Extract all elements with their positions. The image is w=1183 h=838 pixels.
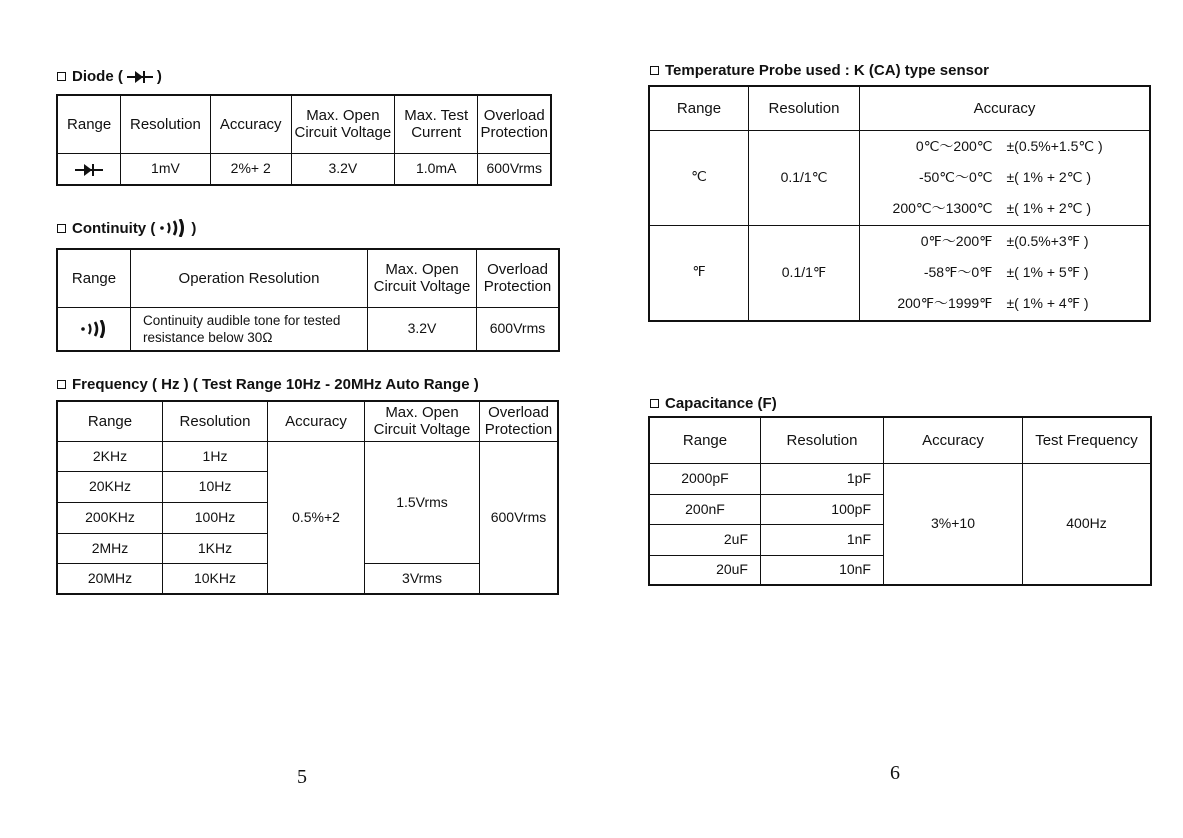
resolution-cell: 100pF (761, 494, 884, 524)
range-cell: 2MHz (57, 533, 163, 563)
resolution-cell: 1nF (761, 524, 884, 555)
resolution-cell: 10KHz (163, 563, 268, 594)
operation-resolution-cell: Continuity audible tone for tested resistance below 30Ω (131, 307, 368, 351)
range-cell (57, 153, 121, 185)
checkbox-bullet-icon (650, 66, 659, 75)
header-resolution: Resolution (761, 417, 884, 463)
overload-cell: 600Vrms (477, 307, 560, 351)
accuracy-row: 200℃～1300℃ ±( 1% + 2℃ ) (892, 200, 1091, 217)
range-cell: 2KHz (57, 441, 163, 471)
header-range: Range (57, 401, 163, 441)
resolution-cell: 1pF (761, 463, 884, 494)
diode-symbol-icon (127, 70, 153, 84)
sound-beep-icon (159, 219, 187, 237)
voltage-cell: 3Vrms (365, 563, 480, 594)
celsius-resolution-cell: 0.1/1℃ (749, 130, 860, 225)
header-range: Range (57, 249, 131, 307)
test-frequency-cell: 400Hz (1023, 463, 1152, 585)
diode-symbol-icon (75, 163, 103, 177)
resolution-cell: 1mV (121, 153, 210, 185)
sound-beep-icon (80, 320, 108, 338)
frequency-table (56, 400, 559, 595)
resolution-cell: 1Hz (163, 441, 268, 471)
range-cell: 20MHz (57, 563, 163, 594)
resolution-cell: 100Hz (163, 502, 268, 533)
checkbox-bullet-icon (57, 380, 66, 389)
header-test-frequency: Test Frequency (1023, 417, 1152, 463)
resolution-cell: 10Hz (163, 471, 268, 502)
diode-section-title: Diode ( ) (57, 68, 162, 85)
header-resolution: Resolution (749, 86, 860, 130)
continuity-table (56, 248, 560, 352)
checkbox-bullet-icon (57, 72, 66, 81)
celsius-range-cell: ℃ (649, 130, 749, 225)
voltage-cell: 3.2V (368, 307, 477, 351)
resolution-cell: 1KHz (163, 533, 268, 563)
temperature-section-title: Temperature Probe used : K (CA) type sensor (650, 62, 989, 79)
header-max-open-voltage: Max. Open Circuit Voltage (368, 249, 477, 307)
header-overload-protection: Overload Protection (480, 401, 559, 441)
continuity-section-title: Continuity ( ) (57, 219, 196, 237)
header-resolution: Resolution (121, 95, 210, 153)
accuracy-row: -50℃～0℃ ±( 1% + 2℃ ) (919, 169, 1091, 186)
header-overload-protection: Overload Protection (478, 95, 551, 153)
header-range: Range (649, 86, 749, 130)
accuracy-cell: 0.5%+2 (268, 441, 365, 594)
current-cell: 1.0mA (394, 153, 478, 185)
header-range: Range (649, 417, 761, 463)
checkbox-bullet-icon (57, 224, 66, 233)
diode-table (56, 94, 552, 186)
voltage-cell: 1.5Vrms (365, 441, 480, 563)
header-operation-resolution: Operation Resolution (131, 249, 368, 307)
header-range: Range (57, 95, 121, 153)
page-number-right: 6 (890, 762, 900, 784)
voltage-cell: 3.2V (291, 153, 394, 185)
capacitance-table (648, 416, 1152, 586)
header-accuracy: Accuracy (860, 86, 1151, 130)
header-max-open-voltage: Max. Open Circuit Voltage (291, 95, 394, 153)
checkbox-bullet-icon (650, 399, 659, 408)
resolution-cell: 10nF (761, 555, 884, 585)
accuracy-cell: 2%+ 2 (210, 153, 291, 185)
fahrenheit-resolution-cell: 0.1/1℉ (749, 225, 860, 321)
header-max-open-voltage: Max. Open Circuit Voltage (365, 401, 480, 441)
accuracy-row: -58℉～0℉ ±( 1% + 5℉ ) (923, 264, 1089, 281)
temperature-table (648, 85, 1151, 322)
header-resolution: Resolution (163, 401, 268, 441)
header-max-test-current: Max. Test Current (394, 95, 478, 153)
accuracy-cell: 3%+10 (884, 463, 1023, 585)
range-cell: 2000pF (649, 463, 761, 494)
range-cell: 20uF (649, 555, 761, 585)
page-number-left: 5 (297, 766, 307, 788)
fahrenheit-range-cell: ℉ (649, 225, 749, 321)
range-cell: 2uF (649, 524, 761, 555)
range-cell: 200KHz (57, 502, 163, 533)
celsius-accuracy-cell (860, 130, 1151, 225)
range-cell: 200nF (649, 494, 761, 524)
capacitance-section-title: Capacitance (F) (650, 395, 777, 412)
overload-cell: 600Vrms (478, 153, 551, 185)
header-accuracy: Accuracy (210, 95, 291, 153)
header-accuracy: Accuracy (884, 417, 1023, 463)
header-accuracy: Accuracy (268, 401, 365, 441)
range-cell: 20KHz (57, 471, 163, 502)
frequency-section-title: Frequency ( Hz ) ( Test Range 10Hz - 20MHz Auto Range ) (57, 376, 479, 393)
header-overload-protection: Overload Protection (477, 249, 560, 307)
fahrenheit-accuracy-cell (860, 225, 1151, 321)
accuracy-row: 0℃～200℃ ±(0.5%+1.5℃ ) (915, 138, 1103, 155)
accuracy-row: 200℉～1999℉ ±( 1% + 4℉ ) (897, 295, 1089, 312)
overload-cell: 600Vrms (480, 441, 559, 594)
accuracy-row: 0℉～200℉ ±(0.5%+3℉ ) (920, 233, 1089, 250)
range-cell (57, 307, 131, 351)
